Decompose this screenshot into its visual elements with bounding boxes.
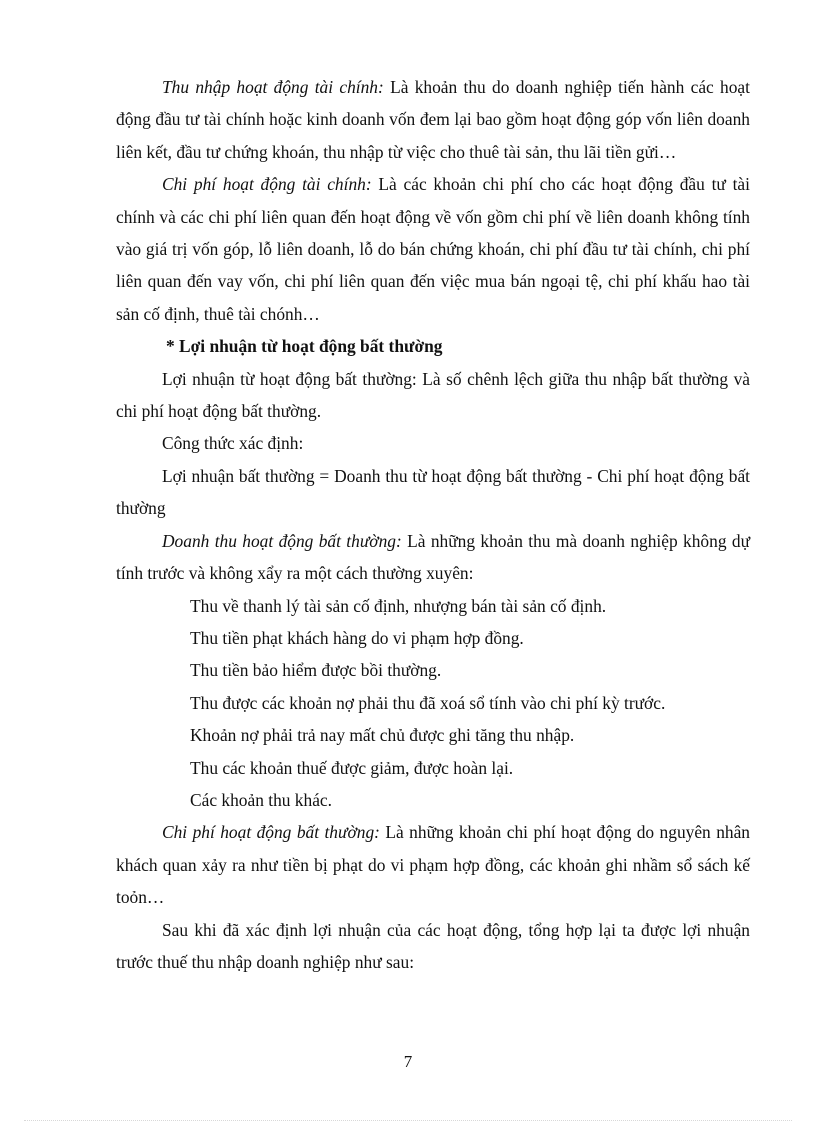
paragraph-extraordinary-profit: Lợi nhuận từ hoạt động bất thường: Là số chênh lệch giữa thu nhập bất thường và chi phí hoạt động bất thường.: [116, 368, 750, 422]
list-item: Các khoản thu khác.: [190, 789, 332, 810]
list-item: Thu về thanh lý tài sản cố định, nhượng bán tài sản cố định.: [190, 595, 607, 616]
list-item: Thu tiền bảo hiểm được bồi thường.: [190, 660, 442, 681]
list-item: Thu các khoản thuế được giảm, được hoàn lại.: [190, 757, 514, 778]
term-extraordinary-revenue: Doanh thu hoạt động bất thường:: [162, 530, 402, 551]
paragraph-formula: Lợi nhuận bất thường = Doanh thu từ hoạt động bất thường - Chi phí hoạt động bất thường: [116, 465, 750, 519]
page-number: 7: [403, 1052, 413, 1071]
paragraph-extraordinary-expense: [116, 816, 750, 913]
term-financial-expense: Chi phí hoạt động tài chính:: [162, 174, 372, 195]
list-item: Thu tiền phạt khách hàng do vi phạm hợp đồng.: [190, 627, 524, 648]
body-text: [116, 71, 750, 978]
paragraph-summary: Sau khi đã xác định lợi nhuận của các hoạt động, tổng hợp lại ta được lợi nhuận trước thuế thu nhập doanh nghiệp như sau:: [116, 919, 750, 972]
page-bottom-divider: [24, 1120, 792, 1121]
paragraph-financial-expense: [116, 168, 750, 330]
paragraph-text: Là các khoản chi phí cho các hoạt động đầu tư tài chính và các chi phí liên quan đến hoạt động về vốn gồm chi phí về liên doanh không tính vào giá trị vốn góp, lỗ liên doanh, lỗ do bán chứng khoán, chi phí đầu tư tài chính, chi phí liên quan đến vay vốn, chi phí liên quan đến việc mua bán ngoại tệ, chi phí khấu hao tài sản cố định, thuê tài chónh…: [116, 174, 750, 324]
term-financial-income: Thu nhập hoạt động tài chính:: [162, 77, 384, 97]
paragraph-financial-income: [116, 71, 750, 168]
paragraph-formula-label: Công thức xác định:: [162, 433, 304, 454]
paragraph-text: Là những khoản chi phí hoạt động do nguyên nhân khách quan xảy ra như tiền bị phạt do vi phạm hợp đồng, các khoản ghi nhầm sổ sách kế toỏn…: [116, 822, 750, 908]
term-extraordinary-expense: Chi phí hoạt động bất thường:: [162, 822, 380, 843]
list-item: Khoản nợ phải trả nay mất chủ được ghi tăng thu nhập.: [190, 725, 575, 746]
section-heading: * Lợi nhuận từ hoạt động bất thường: [166, 336, 443, 357]
paragraph-text: Là khoản thu do doanh nghiệp tiến hành các hoạt động đầu tư tài chính hoặc kinh doanh vốn đem lại bao gồm hoạt động góp vốn liên doanh liên kết, đầu tư chứng khoán, thu nhập từ việc cho thuê tài sản, thu lãi tiền gửi…: [116, 77, 750, 162]
list-item: Thu được các khoản nợ phải thu đã xoá sổ tính vào chi phí kỳ trước.: [190, 692, 666, 713]
paragraph-extraordinary-revenue: [116, 525, 750, 590]
paragraph-text: Là những khoản thu mà doanh nghiệp không dự tính trước và không xẩy ra một cách thường xuyên:: [116, 530, 750, 584]
